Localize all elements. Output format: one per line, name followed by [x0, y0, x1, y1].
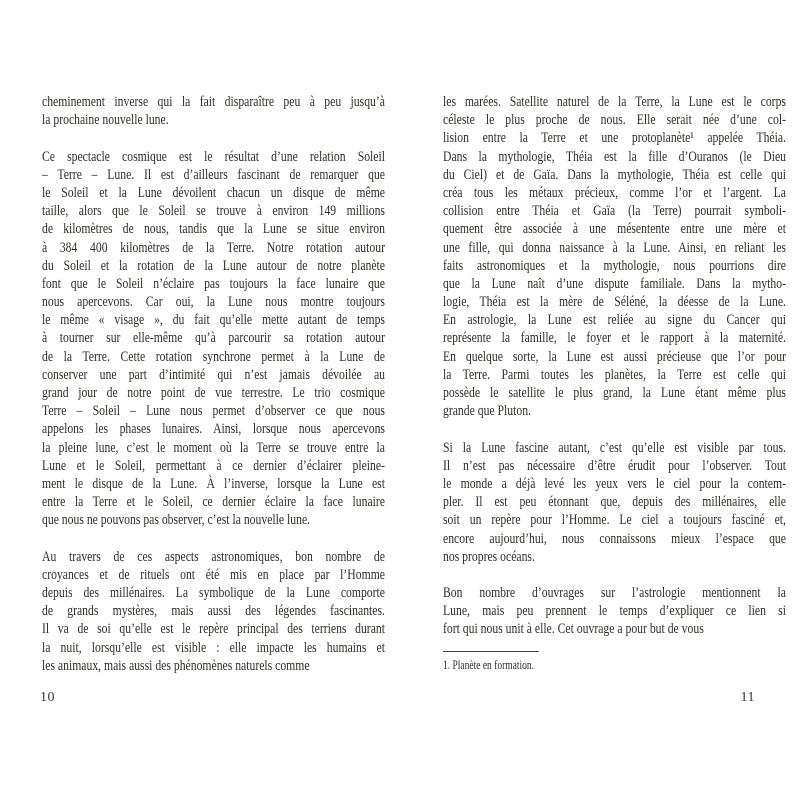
- text-line: Il va de soi qu’elle est le repère principal des terriens durant: [42, 621, 385, 638]
- text-line: Ce spectacle cosmique est le résultat d’une relation Soleil: [42, 148, 385, 165]
- text-line: du Soleil et la rotation de la Lune autour de notre planète: [42, 257, 385, 274]
- footnote: [443, 651, 786, 673]
- text-line: nos propres océans.: [443, 548, 535, 565]
- left-page-text-column: [42, 93, 385, 675]
- text-line: conserver une part d’intimité qui n’est jamais dévoilée au: [42, 366, 385, 383]
- text-line: les marées. Satellite naturel de la Terre, la Lune est le corps: [443, 94, 786, 110]
- text-line: céleste le plus proche de nous. Elle serait née d’une col-: [443, 112, 786, 129]
- text-line: croyances et de rituels ont été mis en place par l’Homme: [42, 566, 385, 583]
- text-line: Dans la mythologie, Théia est la fille d’Ouranos (le Dieu: [443, 148, 786, 165]
- text-line: lision entre la Terre et une protoplanète¹ appelée Théia.: [443, 130, 786, 147]
- paragraph: [443, 584, 786, 639]
- text-line: la prochaine nouvelle lune.: [42, 112, 169, 129]
- text-line: les animaux, mais aussi des phénomènes naturels comme: [42, 657, 310, 674]
- text-line: la Terre. Parmi toutes les planètes, la Terre est celle qui: [443, 366, 786, 383]
- text-line: une fille, qui donna naissance à la Lune. Ainsi, en reliant les: [443, 239, 786, 256]
- text-line: font que le Soleil n’éclaire pas toujours la face lunaire que: [42, 275, 385, 292]
- text-line: à 384 400 kilomètres de la Terre. Notre rotation autour: [42, 239, 385, 256]
- right-page-paragraphs: [443, 93, 786, 639]
- page-number-right: 11: [740, 690, 755, 705]
- text-line: Il n’est pas nécessaire d’être érudit pour l’observer. Tout: [443, 457, 786, 474]
- paragraph: [42, 148, 385, 530]
- paragraph: [443, 439, 786, 566]
- text-line: appelons les phases lunaires. Ainsi, lorsque nous apercevons: [42, 421, 385, 438]
- text-line: taille, alors que le Soleil se trouve à environ 149 millions: [42, 203, 385, 220]
- text-line: collision entre Théia et Gaïa (la Terre) pourrait symboli-: [443, 203, 786, 220]
- text-line: la nuit, lorsqu’elle est visible : elle impacte les humains et: [42, 639, 385, 656]
- text-line: En astrologie, la Lune est reliée au signe du Cancer qui: [443, 312, 786, 329]
- paragraph: [443, 93, 786, 420]
- text-line: logie, Théia est la mère de Séléné, la déesse de la Lune.: [443, 294, 786, 311]
- text-line: soit un repère pour l’Homme. Le ciel a toujours fasciné et,: [443, 512, 786, 529]
- text-line: le Soleil et la Lune dévoilent chacun un disque de même: [42, 184, 385, 201]
- text-line: grand jour de notre point de vue terrestre. Le trio cosmique: [42, 385, 385, 401]
- text-line: créa tous les métaux précieux, comme l’or et l’argent. La: [443, 184, 786, 201]
- text-line: pler. Il est peu étonnant que, depuis des millénaires, elle: [443, 494, 786, 511]
- footnote-rule: [443, 651, 539, 652]
- right-page-text-column: [443, 93, 786, 673]
- text-line: que nous ne pouvons pas observer, c’est la nouvelle lune.: [42, 512, 311, 529]
- text-line: le même « visage », du fait qu’elle mette autant de temps: [42, 312, 385, 329]
- text-line: encore aujourd’hui, nous connaissons mieux l’espace que: [443, 530, 786, 547]
- text-line: entre la Terre et le Soleil, ce dernier éclaire la face lunaire: [42, 494, 385, 511]
- text-line: du Ciel) et de Gaïa. Dans la mythologie, Théia est celle qui: [443, 166, 786, 183]
- text-line: représente la famille, le foyer et le rapport à la maternité.: [443, 330, 786, 347]
- text-line: faits astronomiques et la mythologie, nous pourrions dire: [443, 257, 786, 274]
- text-line: fort qui nous unit à elle. Cet ouvrage a pour but de vous: [443, 621, 704, 638]
- text-line: Bon nombre d’ouvrages sur l’astrologie mentionnent la: [443, 585, 786, 602]
- text-line: le monde a déjà levé les yeux vers le ciel pour la contem-: [443, 475, 786, 492]
- page-number-left: 10: [40, 690, 55, 705]
- text-line: ment le disque de la Lune. À l’inverse, lorsque la Lune est: [42, 475, 385, 492]
- text-line: la pleine lune, c’est le moment où la Terre se trouve entre la: [42, 439, 385, 456]
- text-line: à tourner sur elle-même qu’à parcourir sa rotation autour: [42, 330, 385, 347]
- text-line: Lune, mais peu prennent le temps d’expliquer ce lien si: [443, 603, 786, 620]
- text-line: de grands mystères, mais aussi des légendes fascinantes.: [42, 603, 385, 620]
- text-line: Si la Lune fascine autant, c’est qu’elle est visible par tous.: [443, 439, 786, 456]
- paragraph: [42, 548, 385, 675]
- text-line: possède le satellite le plus grand, la Lune étant même plus: [443, 385, 786, 401]
- text-line: – Terre – Lune. Il est d’ailleurs fascinant de remarquer que: [42, 166, 385, 183]
- paragraph: [42, 93, 385, 129]
- text-line: de kilomètres de nous, tandis que la Lune se situe environ: [42, 221, 385, 238]
- text-line: Lune et le Soleil, permettant à ce dernier d’éclairer pleine-: [42, 457, 385, 474]
- text-line: grande que Pluton.: [443, 403, 532, 420]
- footnote-text: 1. Planète en formation.: [443, 657, 535, 672]
- text-line: que la Lune naît d’une dispute familiale. Dans la mytho-: [443, 275, 786, 292]
- text-line: Terre – Soleil – Lune nous permet d’observer ce que nous: [42, 403, 385, 420]
- text-line: quement être associée à une mésentente entre une mère et: [443, 221, 786, 238]
- text-line: de la Terre. Cette rotation synchrone permet à la Lune de: [42, 348, 385, 365]
- text-line: nous apercevons. Car oui, la Lune nous montre toujours: [42, 294, 385, 311]
- text-line: Au travers de ces aspects astronomiques, bon nombre de: [42, 548, 385, 565]
- text-line: cheminement inverse qui la fait disparaître peu à peu jusqu’à: [42, 94, 385, 110]
- text-line: En quelque sorte, la Lune est aussi précieuse que l’or pour: [443, 348, 786, 365]
- text-line: depuis des millénaires. La symbolique de la Lune comporte: [42, 585, 385, 602]
